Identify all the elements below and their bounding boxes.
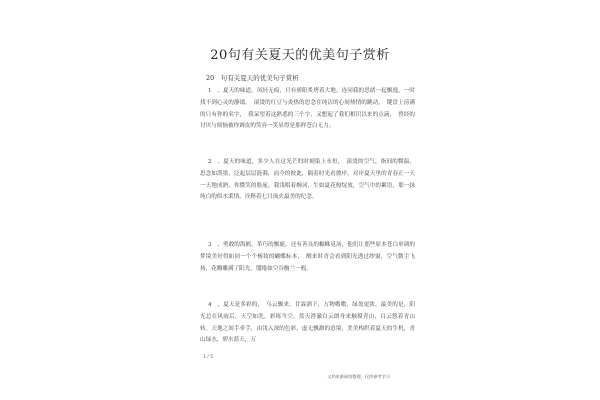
page-number: 1 / 5 bbox=[203, 355, 214, 360]
paragraph-4: 4 、夏天是多彩的， 乌云飘来，甘霖洒下，万物嗷嗷，绿盈更浓，最美的是，阳光总在风雨后，天空如洗，彩练当空，蓝天澄澈白云朗身来触摸青山，白云悠着青山转，天地之间手牵手，由浅入深的色彩，虚无飘渺的意境，美美构织着夏天的生机，青山绿水，碧水蓝天，万 bbox=[200, 302, 415, 344]
document-subtitle: 20 句有关夏天的优美句子赏析 bbox=[206, 74, 299, 82]
paragraph-3: 3 、勇敢的海鸥，革巧的飘鹿，还有善良的蜘蛛觅汤，他们让那些原本苍白单调的梦境美好得如同一个个梳妆的蝴蝶标本， 醒来时青会看到阳光透过纱窗，空气微尘飞扬，花瓣雕满了阳光，缱绻如空谷幽兰一般。 bbox=[200, 242, 415, 272]
document-title: 20句有关夏天的优美句子赏析 bbox=[210, 48, 390, 63]
paragraph-2: 2 、夏天的味道，多少人在这光芒的时刻染上永恒， 滚烫的空气，指间的微温，思念如泼墨，泛起层层涟漪，而今的彼此，隔着时光看彼岸，对岸夏天里的青春正一天一天地成熟，你微笑的脸庞，我浅唱着婉词，生如夏花般绽放，空气中的絮语，那一抹纯白的似水柔情，诠释着七月流火最美的纪念。 bbox=[200, 159, 415, 201]
footer-note: 文档来源网络整理，仅供参考学习 bbox=[327, 374, 390, 379]
paragraph-1: 1 、夏天的味道，风轻无痕，只有骄阳炙烤着大地，连同我的思绪一起飘逸，一时找不到心灵的静谧。 滚烫的红豆与炎热的思念在纯洁的心间热情的跳动， 键盘上滂满的只有你的名字， 我呆望着这熟悉的三个字，又想起了我们相识以来的点滴， 曾经的讨厌与烦恼被你调皮的笑容一笑显得是那样苍白无力。 bbox=[200, 88, 415, 130]
